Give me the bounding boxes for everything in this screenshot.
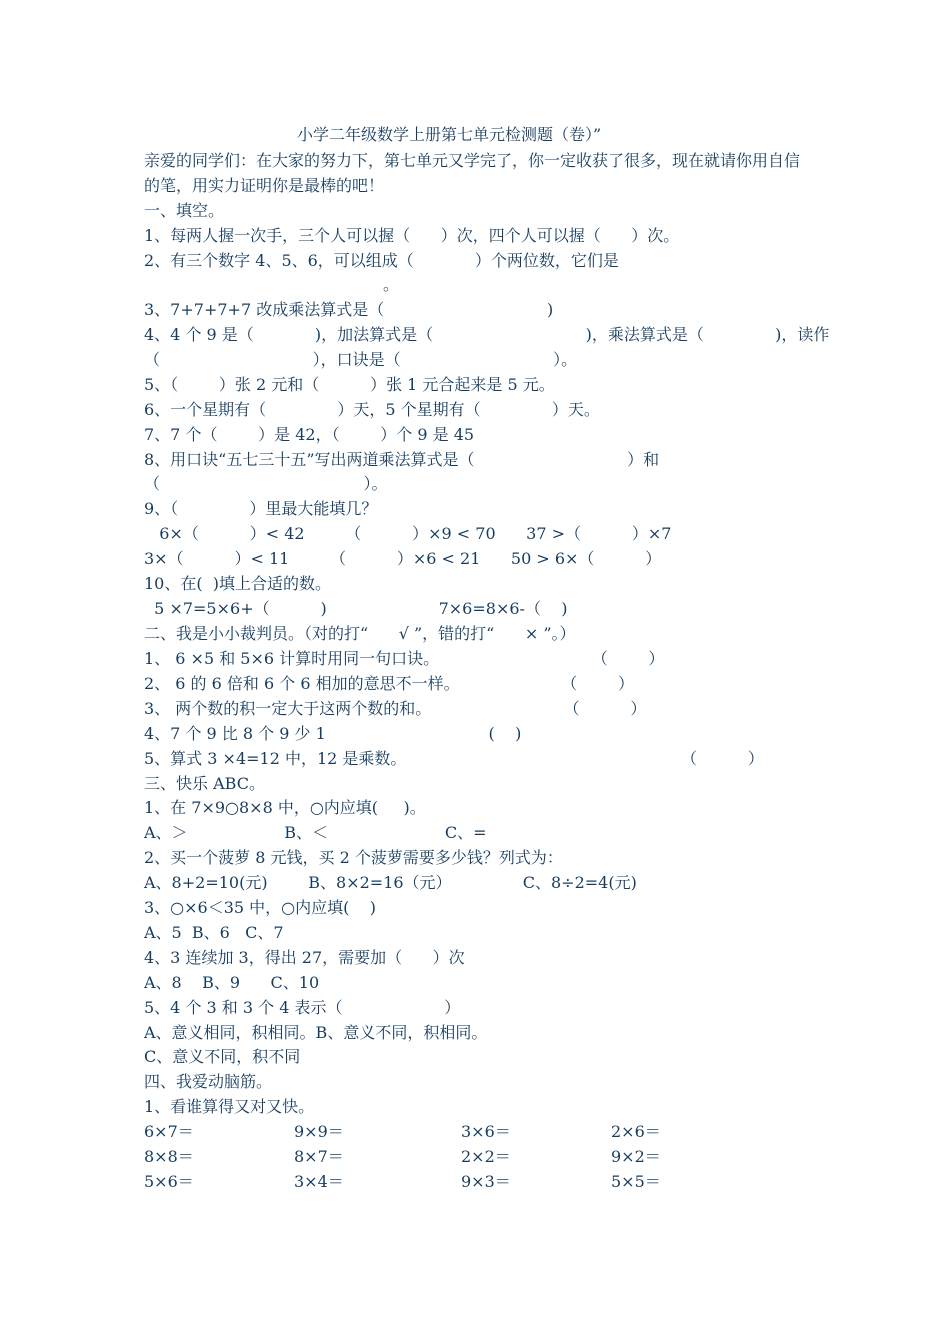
- calc-item: 8×8＝: [144, 1147, 194, 1166]
- intro-line-2: 的笔，用实力证明你是最棒的吧！: [144, 176, 385, 195]
- section-heading-fill-in: 一、填空。: [144, 201, 225, 220]
- calc-item: 6×7＝: [144, 1122, 194, 1141]
- question-line: 4、7 个 9 比 8 个 9 少 1 ( ): [144, 724, 522, 743]
- question-line: 1、每两人握一次手，三个人可以握（ ）次，四个人可以握（ ）次。: [144, 226, 680, 245]
- choice-line: A、8 B、9 C、10: [144, 973, 320, 992]
- intro-line-1: 亲爱的同学们：在大家的努力下，第七单元又学完了，你一定收获了很多，现在就请你用自信: [144, 151, 801, 170]
- choice-line: A、8+2=10(元) B、8×2=16（元） C、8÷2=4(元): [144, 873, 637, 892]
- question-line: 1、看谁算得又对又快。: [144, 1097, 315, 1116]
- question-line: 5、（ ）张 2 元和（ ）张 1 元合起来是 5 元。: [144, 375, 555, 394]
- calc-item: 3×4＝: [294, 1172, 344, 1191]
- choice-line: A、意义相同，积相同。B、意义不同，积相同。: [144, 1023, 488, 1042]
- question-line: 7、7 个（ ）是 42，（ ）个 9 是 45: [144, 425, 475, 444]
- question-line: 2、 6 的 6 倍和 6 个 6 相加的意思不一样。 （ ）: [144, 674, 634, 693]
- question-line: 4、3 连续加 3，得出 27，需要加（ ）次: [144, 948, 465, 967]
- question-line: 3、7+7+7+7 改成乘法算式是（ ): [144, 300, 554, 319]
- calc-item: 2×6＝: [611, 1122, 661, 1141]
- choice-line: A、＞ B、＜ C、=: [144, 823, 487, 842]
- question-line: 6、一个星期有（ ）天，5 个星期有（ ）天。: [144, 400, 600, 419]
- question-line: 2、买一个菠萝 8 元钱，买 2 个菠萝需要多少钱？列式为：: [144, 848, 563, 867]
- question-line: 3、 两个数的积一定大于这两个数的和。 （ ）: [144, 699, 647, 718]
- question-line: 1、 6 ×5 和 5×6 计算时用同一句口诀。 （ ）: [144, 649, 665, 668]
- question-line: 2、有三个数字 4、5、6，可以组成（ ）个两位数，它们是: [144, 251, 619, 270]
- choice-line: C、意义不同，积不同: [144, 1047, 301, 1066]
- question-line: 1、在 7×9○8×8 中，○内应填( )。: [144, 798, 426, 817]
- question-line: 5、算式 3 ×4=12 中，12 是乘数。 （ ）: [144, 749, 764, 768]
- question-line: 8、用口诀“五七三十五”写出两道乘法算式是（ ）和: [144, 450, 660, 469]
- question-line: （ ）。: [144, 474, 388, 493]
- question-line: 9、（ ）里最大能填几？: [144, 499, 378, 518]
- question-line: 10、在( )填上合适的数。: [144, 574, 332, 593]
- choice-line: A、5 B、6 C、7: [144, 923, 284, 942]
- question-line: 4、4 个 9 是（ )，加法算式是（ )，乘法算式是（ )，读作: [144, 325, 830, 344]
- calc-item: 9×9＝: [294, 1122, 344, 1141]
- calc-item: 5×5＝: [611, 1172, 661, 1191]
- question-line: 6×（ ）< 42 （ ）×9 < 70 37 >（ ）×7: [144, 524, 672, 543]
- question-line: 5 ×7=5×6+（ ) 7×6=8×6-（ ): [144, 599, 568, 618]
- question-line: 5、4 个 3 和 3 个 4 表示（ ）: [144, 998, 461, 1017]
- page-title: 小学二年级数学上册第七单元检测题（卷）”: [297, 125, 602, 144]
- calc-item: 9×2＝: [611, 1147, 661, 1166]
- question-line: （ ），口诀是（ ）。: [144, 350, 578, 369]
- calc-item: 5×6＝: [144, 1172, 194, 1191]
- calc-item: 8×7＝: [294, 1147, 344, 1166]
- calc-item: 2×2＝: [461, 1147, 511, 1166]
- calc-item: 3×6＝: [461, 1122, 511, 1141]
- section-heading-judge: 二、我是小小裁判员。（对的打“ √ ”，错的打“ × ”。）: [144, 624, 576, 643]
- question-line: 3、○×6＜35 中，○内应填( ): [144, 898, 376, 917]
- calc-item: 9×3＝: [461, 1172, 511, 1191]
- question-line: 3×（ ）< 11 （ ）×6 < 21 50 > 6×（ ）: [144, 549, 662, 568]
- question-line: 。: [144, 275, 400, 294]
- section-heading-abc: 三、快乐 ABC。: [144, 774, 265, 793]
- section-heading-brain: 四、我爱动脑筋。: [144, 1072, 273, 1091]
